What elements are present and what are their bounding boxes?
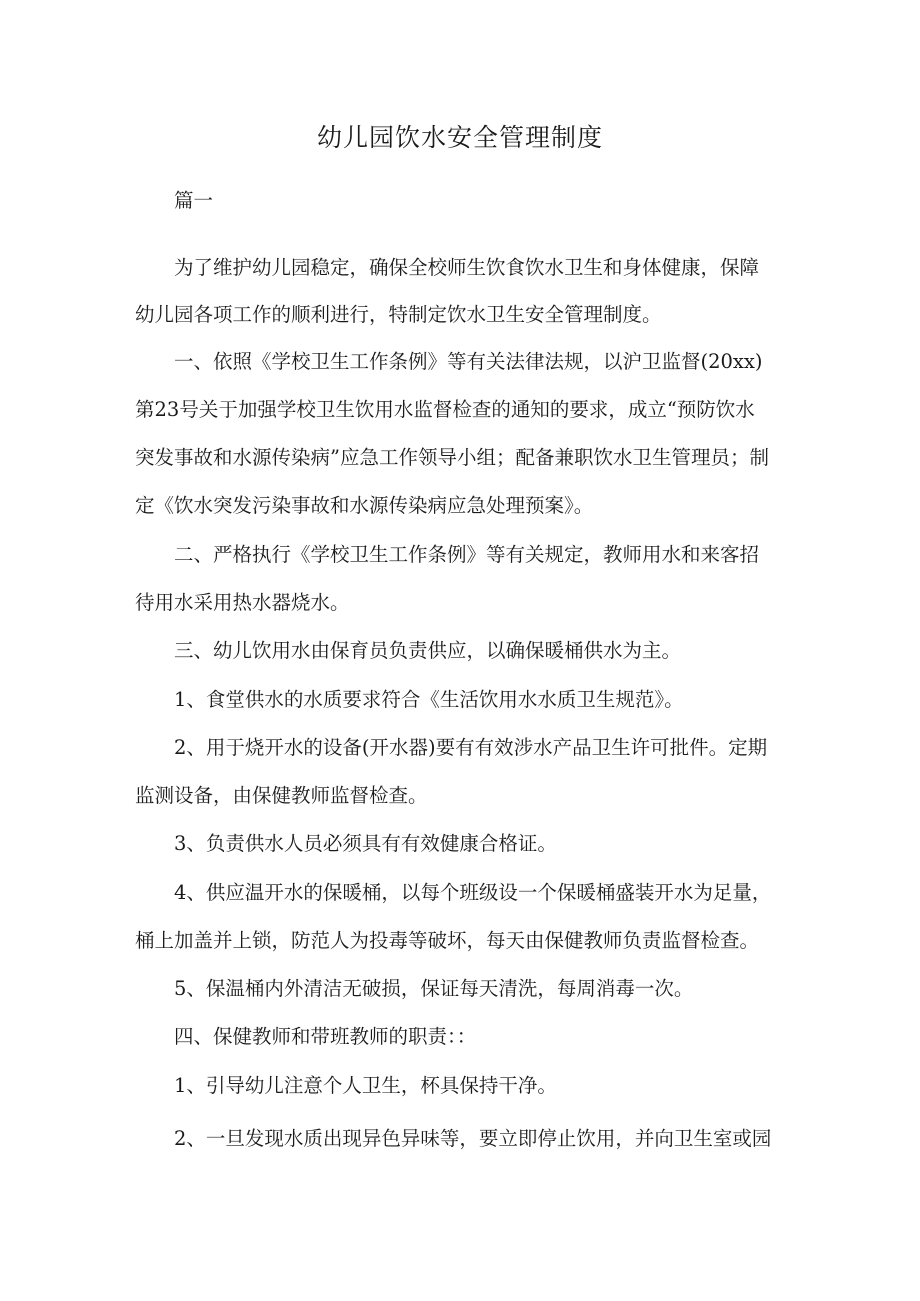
paragraph-line: 2、用于烧开水的设备(开水器)要有有效涉水产品卫生许可批件。定期 xyxy=(174,736,768,759)
paragraph-line: 待用水采用热水器烧水。 xyxy=(135,591,350,614)
paragraph-line: 为了维护幼儿园稳定，确保全校师生饮食饮水卫生和身体健康，保障 xyxy=(174,256,760,279)
page-title: 幼儿园饮水安全管理制度 xyxy=(316,123,603,152)
paragraph-line: 桶上加盖并上锁，防范人为投毒等破坏，每天由保健教师负责监督检查。 xyxy=(135,929,760,952)
paragraph-line: 监测设备，由保健教师监督检查。 xyxy=(135,784,428,807)
paragraph-line: 一、依照《学校卫生工作条例》等有关法律法规，以沪卫监督(20xx) xyxy=(174,350,763,373)
paragraph-line: 4、供应温开水的保暖桶，以每个班级设一个保暖桶盛装开水为足量， xyxy=(174,881,772,904)
paragraph-line: 5、保温桶内外清洁无破损，保证每天清洗，每周消毒一次。 xyxy=(174,977,694,1000)
paragraph-line: 幼儿园各项工作的顺利进行，特制定饮水卫生安全管理制度。 xyxy=(135,303,662,326)
paragraph-line: 第23号关于加强学校卫生饮用水监督检查的通知的要求，成立“预防饮水 xyxy=(135,398,755,421)
paragraph-line: 三、幼儿饮用水由保育员负责供应，以确保暖桶供水为主。 xyxy=(174,639,682,662)
section-heading: 篇一 xyxy=(174,189,214,212)
paragraph-line: 四、保健教师和带班教师的职责：： xyxy=(174,1025,477,1048)
paragraph-line: 3、负责供水人员必须具有有效健康合格证。 xyxy=(174,832,557,855)
paragraph-line: 1、引导幼儿注意个人卫生，杯具保持干净。 xyxy=(174,1074,557,1097)
paragraph-line: 2、一旦发现水质出现异色异味等，要立即停止饮用，并向卫生室或园 xyxy=(174,1127,772,1150)
paragraph-line: 突发事故和水源传染病”应急工作领导小组；配备兼职饮水卫生管理员；制 xyxy=(135,446,769,469)
paragraph-line: 二、严格执行《学校卫生工作条例》等有关规定，教师用水和来客招 xyxy=(174,543,760,566)
paragraph-line: 1、食堂供水的水质要求符合《生活饮用水水质卫生规范》。 xyxy=(174,688,684,711)
paragraph-line: 定《饮水突发污染事故和水源传染病应急处理预案》。 xyxy=(135,494,594,517)
